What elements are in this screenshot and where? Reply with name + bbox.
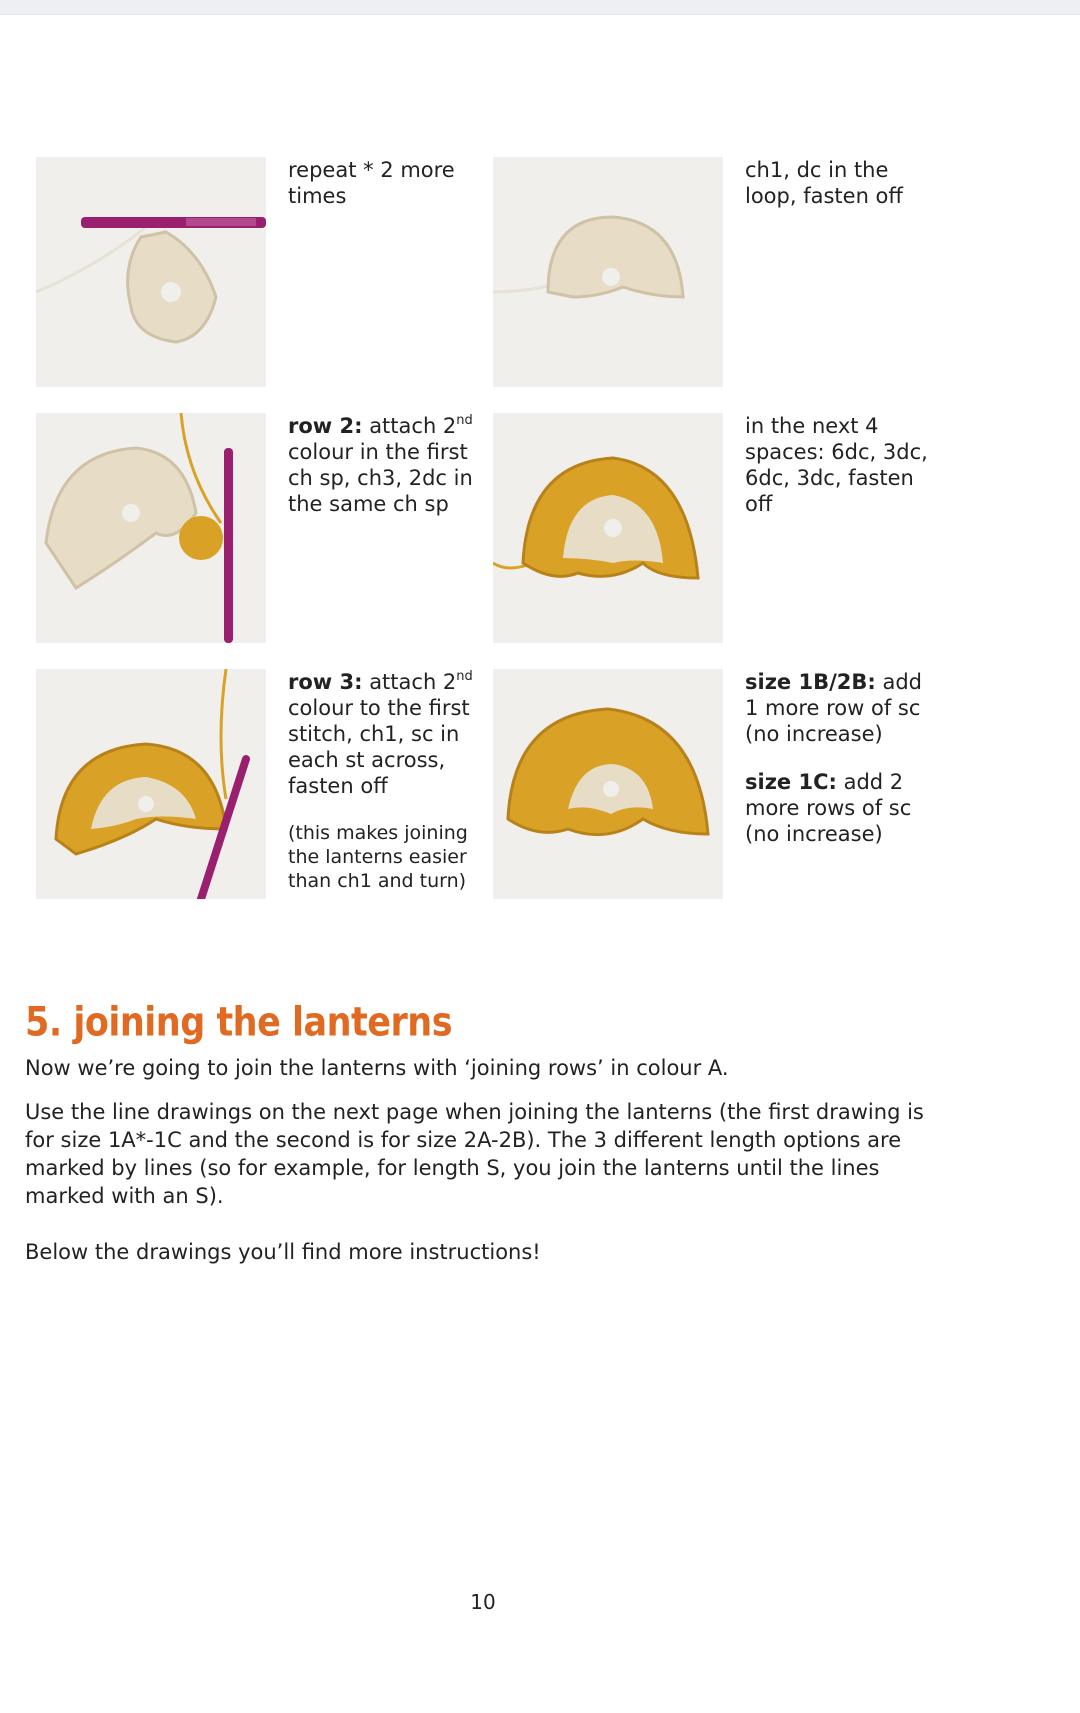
step-2-instruction: ch1, dc in the loop, fasten off [745, 158, 903, 208]
row-2-ordinal-suffix: nd [456, 413, 473, 428]
crochet-photo-2 [493, 157, 723, 387]
step-5-instruction [288, 669, 483, 799]
section-paragraph-2: Use the line drawings on the next page when joining the lanterns (the first drawing is for size 1A*-1C and the second is for size 2A-2B). The 3 different length options are marked by lines (so for example, for length S, you join the lanterns until the lines marked with an S). [25, 1100, 924, 1208]
size-1b-2b-label: size 1B/2B: [745, 670, 876, 694]
row-2-text-b: colour in the first ch sp, ch3, 2dc in the same ch sp [288, 440, 473, 516]
crochet-photo-1 [36, 157, 266, 387]
step-text-6 [745, 669, 940, 847]
section-paragraph-3: Below the drawings you’ll find more instructions! [25, 1240, 541, 1264]
size-1c-instruction [745, 769, 940, 847]
row-3-label: row 3: [288, 670, 363, 694]
page-number: 10 [470, 1590, 496, 1614]
step-text-2 [745, 157, 940, 209]
crochet-photo-3 [36, 413, 266, 643]
step-4-instruction: in the next 4 spaces: 6dc, 3dc, 6dc, 3dc, fasten off [745, 414, 928, 516]
step-text-1 [288, 157, 483, 209]
step-text-4 [745, 413, 940, 517]
step-1-instruction: repeat * 2 more times [288, 158, 455, 208]
row-3-ordinal-suffix: nd [456, 669, 473, 684]
size-1b-2b-instruction [745, 669, 940, 747]
crochet-photo-5 [36, 669, 266, 899]
section-paragraph-1: Now we’re going to join the lanterns with ‘joining rows’ in colour A. [25, 1056, 729, 1080]
crochet-photo-6 [493, 669, 723, 899]
section-heading: 5. joining the lanterns [25, 1000, 453, 1046]
row-3-text-b: colour to the first stitch, ch1, sc in each st across, fasten off [288, 696, 470, 798]
step-5-note: (this makes joining the lanterns easier than ch1 and turn) [288, 822, 468, 892]
step-3-instruction [288, 413, 483, 517]
viewer-top-bar [0, 0, 1080, 15]
size-1b-2b-text: add 1 more row of sc (no increase) [745, 670, 922, 746]
size-1c-text: add 2 more rows of sc (no increase) [745, 770, 912, 846]
step-text-3 [288, 413, 483, 517]
row-3-text-a: attach 2 [362, 670, 457, 694]
step-text-5 [288, 669, 483, 893]
size-1c-label: size 1C: [745, 770, 837, 794]
row-2-label: row 2: [288, 414, 363, 438]
crochet-photo-4 [493, 413, 723, 643]
row-2-text-a: attach 2 [362, 414, 457, 438]
